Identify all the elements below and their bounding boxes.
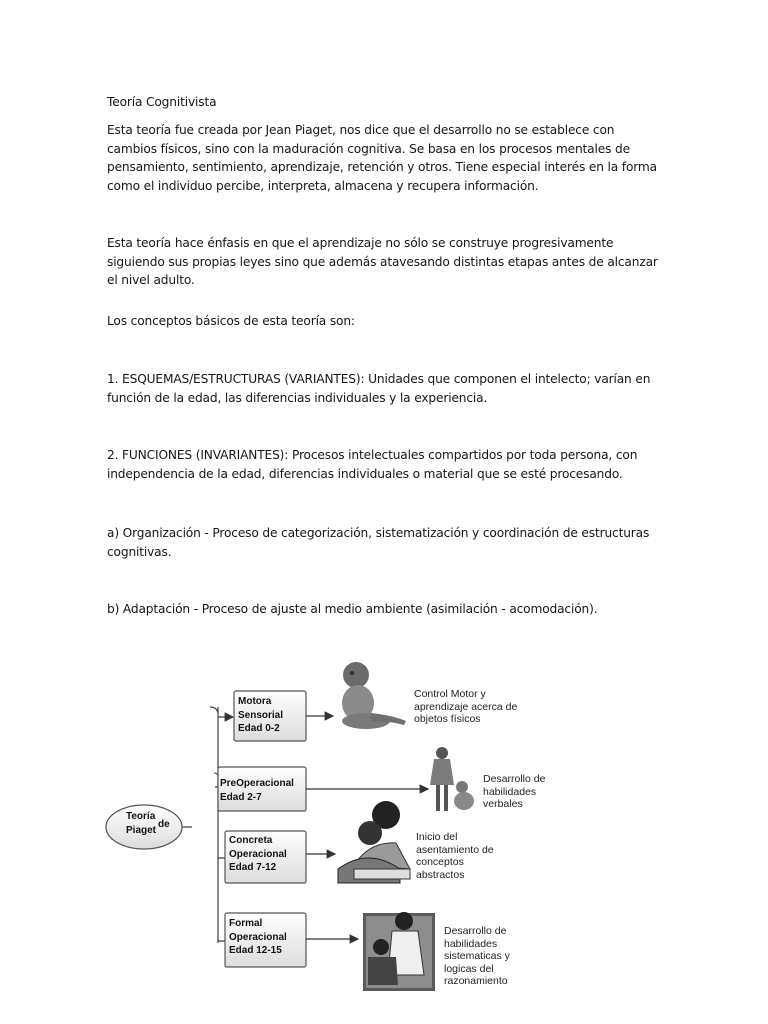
teaching-illustration [363, 912, 435, 991]
paragraph-adaptation: b) Adaptación - Proceso de ajuste al medio ambiente (asimilación - acomodación). [107, 602, 598, 616]
baby-illustration [342, 662, 406, 729]
stage-description-4: Desarrollo de habilidades sistematicas y logicas del razonamiento [444, 925, 510, 987]
paragraph-schemas: 1. ESQUEMAS/ESTRUCTURAS (VARIANTES): Unidades que componen el intelecto; varían en función de la edad, las diferencias individuales y la experiencia. [107, 372, 651, 405]
stage-label-1: Motora Sensorial Edad 0-2 [238, 696, 284, 734]
paragraph-emphasis: Esta teoría hace énfasis en que el aprendizaje no sólo se construye progresivamente siguiendo sus propias leyes sino que además atavesando distintas etapas antes de alcanzar el nivel adulto. [107, 236, 658, 287]
stage-label-2: PreOperacional Edad 2-7 [220, 778, 294, 803]
stage-label-3: Concreta Operacional Edad 7-12 [229, 835, 287, 873]
child-with-teddy-illustration [430, 747, 474, 811]
root-label-de: de [158, 819, 170, 830]
reading-illustration [338, 801, 410, 883]
paragraph-concepts-intro: Los conceptos básicos de esta teoría son: [107, 314, 355, 328]
paragraph-intro: Esta teoría fue creada por Jean Piaget, nos dice que el desarrollo no se establece con cambios físicos, sino con la maduración cognitiva. Se basa en los procesos mentales de pensamiento, sentimiento, aprendizaje, retención y otros. Tiene especial interés en la forma como el individuo percibe, interpreta, almacena y recupera información. [107, 123, 657, 193]
stage-description-3: Inicio del asentamiento de conceptos abstractos [416, 831, 494, 881]
root-label-line1: Teoría [126, 811, 156, 822]
stage-description-2: Desarrollo de habilidades verbales [483, 773, 546, 810]
paragraph-functions: 2. FUNCIONES (INVARIANTES): Procesos intelectuales compartidos por toda persona, con independencia de la edad, diferencias individuales o material que se esté procesando. [107, 448, 638, 481]
piaget-stages-diagram [100, 655, 546, 995]
root-label-line2: Piaget [126, 825, 157, 836]
stage-label-4: Formal Operacional Edad 12-15 [229, 918, 287, 956]
connector-tree [182, 707, 218, 943]
paragraph-organization: a) Organización - Proceso de categorización, sistematización y coordinación de estructuras cognitivas. [107, 526, 650, 559]
stage-description-1: Control Motor y aprendizaje acerca de objetos físicos [414, 688, 518, 725]
document-title: Teoría Cognitivista [107, 95, 217, 109]
